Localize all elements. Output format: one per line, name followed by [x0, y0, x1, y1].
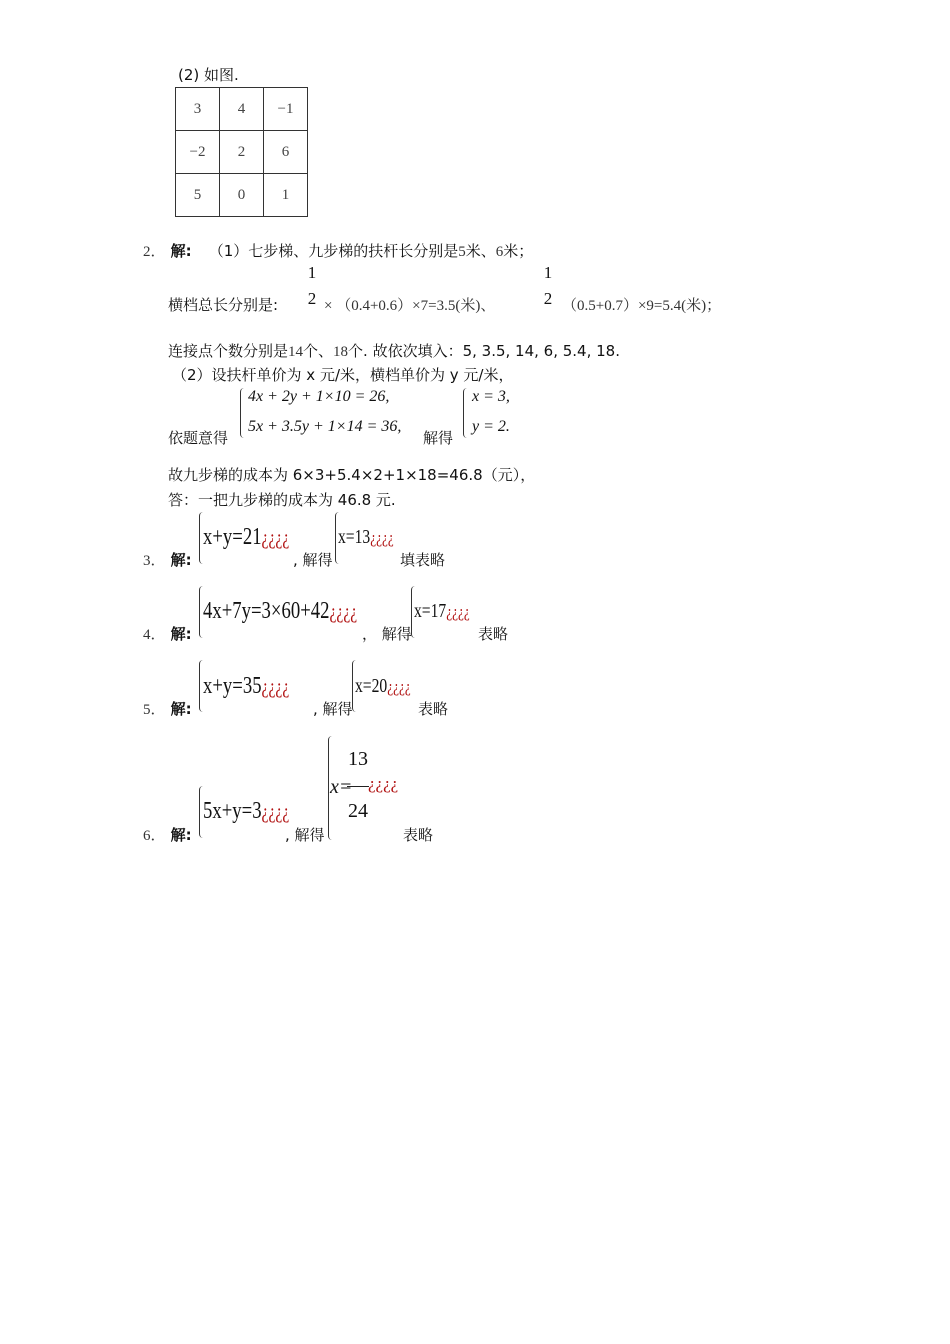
q2-expr1: × （0.4+0.6）×7=3.5(米)、	[324, 298, 496, 314]
equation-text: 5x+y=3	[203, 798, 262, 824]
q5-equation	[203, 673, 289, 700]
half-fraction	[304, 263, 320, 309]
q2-line3	[168, 340, 620, 361]
q5-solution	[355, 675, 411, 698]
q3-tail: 填表略	[400, 551, 446, 569]
solution-label: 解:	[170, 826, 192, 844]
q2-line3-value: 18	[333, 344, 349, 360]
solve-label: , 解得	[293, 551, 333, 569]
q3-solution	[338, 526, 394, 549]
fraction-denominator: 24	[348, 800, 368, 822]
solution-text: x=13	[338, 526, 371, 548]
q6-tail: 表略	[403, 826, 434, 844]
question-number: 5．	[143, 702, 166, 718]
fraction-numerator: 13	[348, 748, 368, 770]
solution-text: x=	[330, 776, 353, 798]
fraction-denominator: 2	[543, 289, 553, 308]
question-5	[143, 698, 192, 719]
q3-equation	[203, 524, 289, 551]
garbled-glyphs: ¿¿¿¿	[261, 801, 290, 823]
garbled-glyphs: ¿¿¿¿	[261, 527, 290, 549]
solution-brace	[463, 388, 470, 438]
grid-cell: 1	[264, 174, 308, 217]
q2-line1-unit: 米；	[503, 242, 534, 260]
system-equation-1: 4x + 2y + 1×10 = 26,	[248, 388, 390, 405]
question-2	[143, 240, 533, 261]
solve-label: , 解得	[313, 700, 353, 718]
solution-y: y = 2.	[472, 418, 510, 435]
system-equation-2: 5x + 3.5y + 1×14 = 36,	[248, 418, 402, 435]
solution-label: 解:	[170, 242, 192, 260]
question-6	[143, 824, 192, 845]
q2-line1: （1）七步梯、九步梯的扶杆长分别是	[208, 242, 459, 260]
grid-cell: 6	[264, 131, 308, 174]
q2-line3-value: 14	[288, 344, 304, 360]
solve-label: 解得	[423, 429, 454, 447]
solution-text: x=20	[355, 675, 388, 697]
grid-cell: 4	[220, 88, 264, 131]
q6-equation	[203, 798, 289, 825]
part2-header: (2) 如图.	[178, 66, 239, 84]
garbled-glyphs: ¿¿¿¿	[261, 676, 290, 698]
equation-text: x+y=35	[203, 673, 262, 699]
question-number: 2．	[143, 244, 166, 260]
grid-cell: 0	[220, 174, 264, 217]
number-grid	[175, 87, 308, 217]
q2-line3-text: 个、	[303, 342, 334, 360]
grid-cell: 3	[176, 88, 220, 131]
q2-line3-text: 个. 故依次填入：5, 3.5, 14, 6, 5.4, 18.	[348, 342, 620, 360]
system-label: 依题意得	[168, 429, 229, 447]
solution-label: 解:	[170, 700, 192, 718]
grid-cell: 5	[176, 174, 220, 217]
question-number: 4．	[143, 627, 166, 643]
fraction-denominator: 2	[307, 289, 317, 308]
q4-tail: 表略	[478, 625, 509, 643]
solution-text: x=17	[414, 600, 447, 622]
q2-line2-label: 横档总长分别是:	[168, 296, 279, 314]
solve-label: ， 解得	[362, 625, 412, 643]
question-number: 6．	[143, 828, 166, 844]
equation-text: x+y=21	[203, 524, 262, 550]
garbled-glyphs: ¿¿¿¿	[368, 774, 399, 793]
fraction-bar	[347, 786, 369, 787]
garbled-glyphs: ¿¿¿¿	[446, 602, 470, 621]
answer-line: 答：一把九步梯的成本为 46.8 元.	[168, 491, 396, 509]
solution-x: x = 3,	[472, 388, 510, 405]
question-4	[143, 623, 192, 644]
q2-expr2: （0.5+0.7）×9=5.4(米)；	[562, 298, 722, 314]
grid-cell: −2	[176, 131, 220, 174]
question-number: 3．	[143, 553, 166, 569]
equation-text: 4x+7y=3×60+42	[203, 598, 330, 624]
system-brace	[240, 388, 247, 438]
q2-line1-value: 6	[495, 244, 504, 260]
fraction-numerator: 1	[307, 263, 317, 282]
half-fraction	[540, 263, 556, 309]
q2-line1-value: 5	[458, 244, 466, 260]
fraction-numerator: 1	[543, 263, 553, 282]
q5-tail: 表略	[418, 700, 449, 718]
cost-line: 故九步梯的成本为 6×3+5.4×2+1×18=46.8（元），	[168, 466, 536, 484]
garbled-glyphs: ¿¿¿¿	[387, 677, 411, 696]
q4-solution	[414, 600, 470, 623]
solution-label: 解:	[170, 625, 192, 643]
grid-cell: 2	[220, 131, 264, 174]
question-3	[143, 549, 192, 570]
solve-label: , 解得	[285, 826, 325, 844]
q2-line1-unit: 米、	[465, 242, 496, 260]
garbled-glyphs: ¿¿¿¿	[370, 528, 394, 547]
q4-equation	[203, 598, 357, 625]
q2-line4: （2）设扶杆单价为 x 元/米，横档单价为 y 元/米，	[172, 366, 514, 384]
solution-label: 解:	[170, 551, 192, 569]
q2-line3-text: 连接点个数分别是	[168, 342, 289, 360]
garbled-glyphs: ¿¿¿¿	[329, 601, 358, 623]
grid-cell: −1	[264, 88, 308, 131]
